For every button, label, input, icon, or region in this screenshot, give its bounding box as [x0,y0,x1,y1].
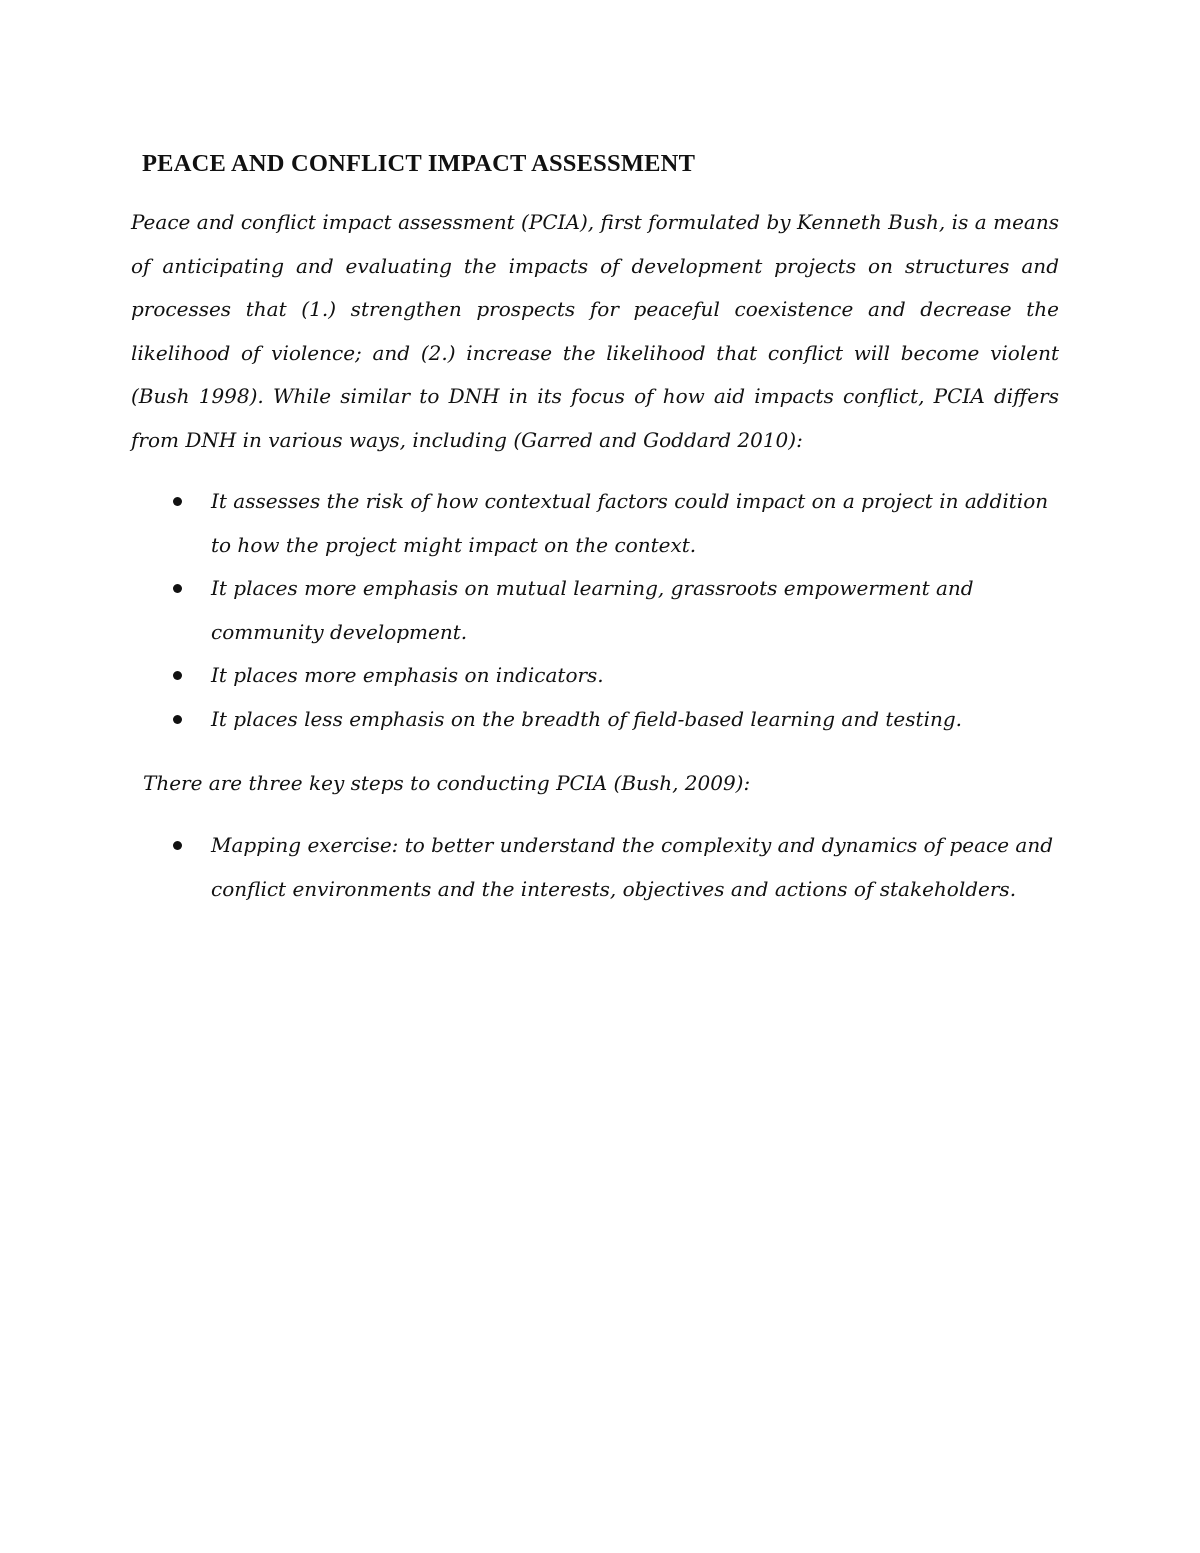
bullet-icon [173,497,182,506]
list-item [211,654,1061,698]
differences-list [211,480,1061,742]
intro-paragraph: Peace and conflict impact assessment (PCIA), first formulated by Kenneth Bush, is a means of anticipating and evaluating the impacts of development projects on structures and processes that (1.) strengthen prospects for peaceful coexistence and decrease the likelihood of violence; and (2.) increase the likelihood that conflict will become violent (Bush 1998). While similar to DNH in its focus of how aid impacts conflict, PCIA differs from DNH in various ways, including (Garred and Goddard 2010): [131,210,1059,452]
steps-intro-paragraph: There are three key steps to conducting PCIA (Bush, 2009): [143,771,751,795]
list-item-text: It places less emphasis on the breadth of field-based learning and testing. [211,706,963,731]
page-title: PEACE AND CONFLICT IMPACT ASSESSMENT [142,150,696,177]
list-item-text: It places more emphasis on mutual learning, grassroots empowerment and community development. [211,576,974,644]
steps-list [211,824,1061,911]
list-item-text: It places more emphasis on indicators. [211,663,604,688]
list-item-text: Mapping exercise: to better understand the complexity and dynamics of peace and conflict environments and the interests, objectives and actions of stakeholders. [211,833,1054,901]
bullet-icon [173,841,182,850]
list-item [211,567,1061,654]
bullet-icon [173,715,182,724]
bullet-icon [173,671,182,680]
list-item-text: It assesses the risk of how contextual factors could impact on a project in addition to how the project might impact on the context. [211,489,1049,557]
list-item [211,698,1061,742]
list-item [211,824,1061,911]
list-item [211,480,1061,567]
bullet-icon [173,584,182,593]
